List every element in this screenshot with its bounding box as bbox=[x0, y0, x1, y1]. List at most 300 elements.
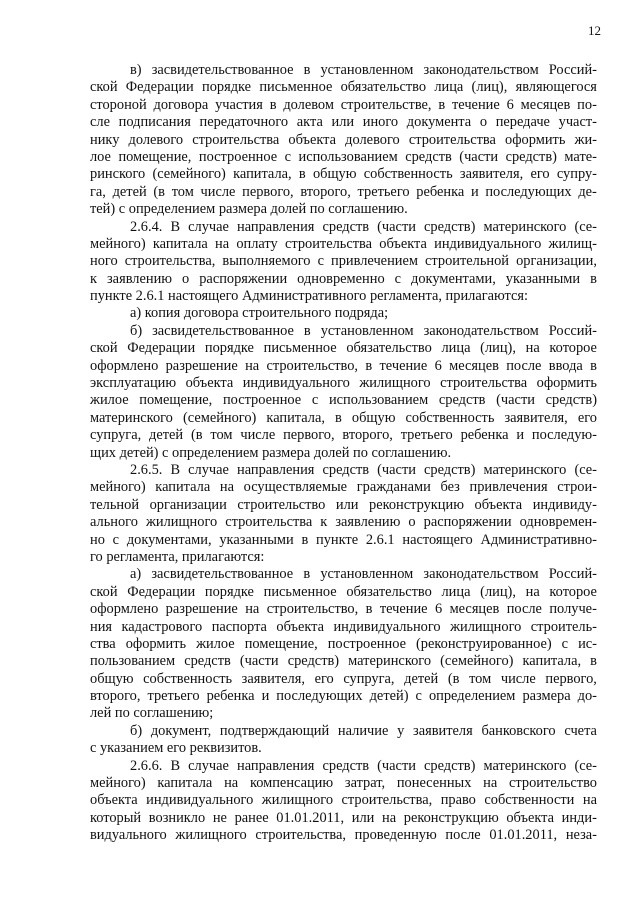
word: средств) bbox=[424, 757, 476, 774]
word: компенсацию bbox=[249, 775, 334, 792]
word: лое bbox=[90, 148, 111, 165]
text-line-content: тей) с определением размера долей по соглашению. bbox=[90, 201, 408, 218]
text-line bbox=[90, 462, 597, 479]
word: общую bbox=[312, 166, 357, 183]
word: организации bbox=[149, 496, 227, 513]
word: долевого bbox=[345, 131, 400, 148]
word: получе- bbox=[549, 601, 597, 618]
word: жилищного bbox=[145, 514, 218, 531]
text-line-content: с указанием его реквизитов. bbox=[90, 740, 262, 757]
word: оформить bbox=[536, 375, 597, 392]
text-line bbox=[90, 758, 597, 775]
word: помещение, bbox=[118, 148, 192, 165]
word: порядке bbox=[202, 79, 252, 96]
word: последующих bbox=[485, 183, 572, 200]
word: сле bbox=[90, 114, 110, 131]
word: (части bbox=[377, 461, 416, 478]
word: последую- bbox=[531, 427, 597, 444]
word: б) bbox=[130, 322, 143, 339]
word: жилое bbox=[90, 392, 129, 409]
word: долевого bbox=[128, 131, 184, 148]
word: материнского bbox=[483, 218, 567, 235]
text-line bbox=[90, 271, 597, 288]
word: гражданами bbox=[356, 479, 431, 496]
text-line bbox=[90, 340, 597, 357]
word: подписания bbox=[118, 114, 191, 131]
word: средств bbox=[438, 392, 486, 409]
word: объекта bbox=[474, 496, 523, 513]
word: в bbox=[365, 357, 373, 374]
word: второго, bbox=[342, 427, 393, 444]
word: ребенка bbox=[460, 427, 509, 444]
word: 01.01.2011, bbox=[489, 827, 558, 844]
word: индивидуального bbox=[146, 792, 254, 809]
word: строительства, bbox=[255, 827, 346, 844]
word: или bbox=[331, 114, 355, 131]
text-line bbox=[90, 740, 597, 757]
word: течение bbox=[379, 357, 428, 374]
word: индивидуального bbox=[242, 375, 350, 392]
word: собственности bbox=[484, 792, 575, 809]
text-line bbox=[90, 479, 597, 496]
word: или bbox=[335, 496, 359, 513]
word: в bbox=[269, 96, 277, 113]
word: материнского bbox=[483, 757, 567, 774]
word: его bbox=[577, 409, 597, 426]
word: реконструкцию bbox=[403, 809, 499, 826]
word: строительства bbox=[408, 131, 496, 148]
word: привлечения bbox=[469, 479, 548, 496]
word: документ, bbox=[150, 722, 212, 739]
word: жилищного bbox=[359, 375, 431, 392]
word: второго, bbox=[300, 183, 351, 200]
word: затрат, bbox=[344, 775, 386, 792]
word: или bbox=[351, 809, 375, 826]
word: понесенных bbox=[396, 775, 472, 792]
text-line-content: а) копия договора строительного подряда; bbox=[130, 305, 389, 322]
word: на bbox=[215, 235, 230, 252]
word: общую bbox=[90, 670, 134, 687]
word: ного bbox=[90, 253, 118, 270]
word: капитала, bbox=[522, 653, 582, 670]
word: законодательством bbox=[423, 566, 539, 583]
text-line bbox=[90, 288, 597, 305]
word: после bbox=[506, 357, 542, 374]
word: засвидетельствованное bbox=[151, 566, 294, 583]
word: о bbox=[182, 270, 190, 287]
word: строитель- bbox=[530, 618, 597, 635]
word: жилищ- bbox=[548, 235, 597, 252]
word: письменное bbox=[263, 340, 337, 357]
word: мате- bbox=[564, 148, 597, 165]
word: 6 bbox=[506, 96, 514, 113]
text-line bbox=[90, 132, 597, 149]
word: на bbox=[219, 479, 234, 496]
word: в bbox=[365, 601, 373, 618]
word: на bbox=[382, 809, 397, 826]
word: с bbox=[311, 392, 319, 409]
text-line bbox=[90, 149, 597, 166]
word: (части bbox=[239, 653, 279, 670]
word: капитала bbox=[152, 235, 208, 252]
word: ребенка bbox=[416, 183, 465, 200]
text-line bbox=[90, 705, 597, 722]
word: 6 bbox=[434, 601, 443, 618]
word: использованием bbox=[298, 148, 398, 165]
word: видуального bbox=[90, 827, 167, 844]
word: построенное bbox=[222, 392, 302, 409]
word: к bbox=[320, 514, 328, 531]
word: объекта bbox=[90, 792, 138, 809]
text-line bbox=[90, 810, 597, 827]
word: но bbox=[90, 531, 105, 548]
text-line bbox=[90, 584, 597, 601]
word: ской bbox=[90, 583, 118, 600]
word: том bbox=[171, 183, 194, 200]
word: второго, bbox=[90, 688, 141, 705]
word: акта bbox=[296, 114, 323, 131]
word: третьего bbox=[147, 688, 200, 705]
text-line bbox=[90, 671, 597, 688]
word: В bbox=[170, 218, 181, 235]
word: не bbox=[212, 809, 227, 826]
word: направления bbox=[237, 461, 315, 478]
word: и bbox=[516, 427, 525, 444]
word: распоряжении bbox=[423, 514, 512, 531]
text-line bbox=[90, 166, 597, 183]
text-line bbox=[90, 253, 597, 270]
word: в bbox=[298, 166, 306, 183]
word: документами, bbox=[126, 531, 212, 548]
word: на bbox=[245, 601, 260, 618]
word: организации, bbox=[516, 253, 597, 270]
word: с bbox=[394, 270, 402, 287]
word: В bbox=[170, 461, 181, 478]
word: ребенка bbox=[206, 688, 255, 705]
word: объекта bbox=[506, 809, 554, 826]
text-line bbox=[90, 532, 597, 549]
word: Административно- bbox=[480, 531, 597, 548]
text-line-content: пункте 2.6.1 настоящего Административного регламента, прилагаются: bbox=[90, 288, 529, 305]
text-line bbox=[90, 62, 597, 79]
word: инди- bbox=[561, 809, 597, 826]
word: лица bbox=[441, 340, 471, 357]
word: направления bbox=[237, 757, 315, 774]
word: к bbox=[90, 270, 97, 287]
word: (в bbox=[153, 183, 165, 200]
word: объекта bbox=[288, 131, 337, 148]
word: (реконструированное) bbox=[416, 635, 552, 652]
word: стороной bbox=[90, 96, 147, 113]
word: том bbox=[469, 670, 492, 687]
word: средств) bbox=[287, 653, 340, 670]
word: ального bbox=[90, 514, 138, 531]
word: одновремен- bbox=[519, 514, 597, 531]
word: с bbox=[284, 148, 292, 165]
word: иного bbox=[362, 114, 399, 131]
word: строительство bbox=[509, 775, 597, 792]
word: (се- bbox=[574, 461, 597, 478]
word: участ- bbox=[558, 114, 597, 131]
word: 2.6.4. bbox=[130, 218, 163, 235]
word: оформлено bbox=[90, 601, 159, 618]
word: (се- bbox=[574, 757, 597, 774]
text-line-content: щих детей) с определением размера долей по соглашению. bbox=[90, 444, 452, 461]
word: ния bbox=[90, 618, 113, 635]
word: обязательство bbox=[340, 79, 427, 96]
word: проведенную bbox=[354, 827, 437, 844]
word: настоящего bbox=[402, 531, 473, 548]
word: Россий- bbox=[548, 62, 597, 78]
word: строительства bbox=[225, 514, 313, 531]
text-line bbox=[90, 236, 597, 253]
word: на bbox=[224, 775, 239, 792]
word: размера bbox=[522, 688, 571, 705]
word: по- bbox=[577, 96, 597, 113]
word: (лиц), bbox=[480, 583, 516, 600]
word: средств) bbox=[424, 461, 476, 478]
word: в bbox=[335, 409, 342, 426]
word: первого, bbox=[545, 670, 597, 687]
word: 6 bbox=[434, 357, 442, 374]
word: объекта bbox=[185, 375, 234, 392]
word: счета bbox=[564, 722, 597, 739]
word: до- bbox=[577, 688, 597, 705]
word: строительство, bbox=[266, 601, 359, 618]
word: 2.6.6. bbox=[130, 757, 163, 774]
text-line bbox=[90, 792, 597, 809]
word: средств bbox=[184, 653, 231, 670]
word: лица bbox=[434, 79, 464, 96]
word: мейного) bbox=[90, 775, 146, 792]
word: без bbox=[440, 479, 460, 496]
word: определением bbox=[428, 688, 516, 705]
text-line bbox=[90, 723, 597, 740]
word: первого, bbox=[283, 427, 335, 444]
word: собственность bbox=[143, 670, 233, 687]
word: в bbox=[590, 653, 597, 670]
text-line bbox=[90, 305, 597, 322]
word: пользованием bbox=[90, 653, 176, 670]
word: супру- bbox=[556, 166, 597, 183]
word: на bbox=[525, 583, 540, 600]
word: в bbox=[590, 270, 597, 287]
word: документами, bbox=[411, 270, 496, 287]
word: указанными bbox=[505, 270, 581, 287]
word: индивидуального bbox=[333, 618, 441, 635]
text-line bbox=[90, 497, 597, 514]
word: привлечением bbox=[331, 253, 418, 270]
word: построенное bbox=[327, 635, 406, 652]
word: пункте bbox=[316, 531, 359, 548]
text-line-content: лей по соглашению; bbox=[90, 705, 214, 722]
page-number: 12 bbox=[588, 23, 601, 38]
word: в bbox=[303, 62, 311, 78]
word: возникло bbox=[148, 809, 206, 826]
word: б) bbox=[130, 722, 143, 739]
word: мейного) bbox=[90, 235, 146, 252]
word: жи- bbox=[574, 131, 597, 148]
word: банковского bbox=[481, 722, 556, 739]
word: договора bbox=[153, 96, 209, 113]
word: заявителя, bbox=[459, 166, 524, 183]
word: распоряжении bbox=[199, 270, 288, 287]
word: разрешение bbox=[165, 357, 238, 374]
word: помещение, bbox=[244, 635, 318, 652]
text-line bbox=[90, 601, 597, 618]
word: капитала bbox=[155, 479, 211, 496]
word: случае bbox=[188, 218, 229, 235]
word: в bbox=[303, 566, 311, 583]
word: последующих bbox=[276, 688, 363, 705]
word: объекта bbox=[276, 618, 325, 635]
word: строительстве, bbox=[340, 96, 432, 113]
text-line bbox=[90, 358, 597, 375]
text-line bbox=[90, 392, 597, 409]
word: с bbox=[317, 253, 324, 270]
word: использованием bbox=[328, 392, 429, 409]
word: паспорта bbox=[211, 618, 267, 635]
word: установленном bbox=[320, 62, 414, 78]
word: направления bbox=[237, 218, 315, 235]
word: обязательство bbox=[346, 340, 432, 357]
text-line bbox=[90, 514, 597, 531]
word: о bbox=[479, 114, 488, 131]
word: общую bbox=[351, 409, 396, 426]
word: материнского bbox=[348, 653, 432, 670]
word: В bbox=[170, 757, 181, 774]
word: документа bbox=[406, 114, 472, 131]
word: 01.01.2011, bbox=[276, 809, 345, 826]
word: на bbox=[525, 340, 540, 357]
word: на bbox=[483, 775, 498, 792]
word: засвидетельствованное bbox=[152, 322, 294, 339]
word: заявлению bbox=[107, 270, 173, 287]
word: жилищного bbox=[450, 618, 522, 635]
word: одновременно bbox=[297, 270, 385, 287]
word: помещение, bbox=[139, 392, 213, 409]
word: передаче bbox=[495, 114, 550, 131]
word: капитала, bbox=[233, 166, 292, 183]
word: реконструкцию bbox=[369, 496, 464, 513]
word: в bbox=[438, 96, 446, 113]
word: заявителя, bbox=[241, 670, 305, 687]
word: строительство bbox=[237, 496, 326, 513]
word: собственность bbox=[405, 409, 495, 426]
word: течение bbox=[379, 601, 428, 618]
word: установленном bbox=[320, 322, 414, 339]
word: средств bbox=[322, 218, 370, 235]
word: (лиц), bbox=[480, 340, 516, 357]
word: который bbox=[90, 809, 142, 826]
word: оформить bbox=[505, 131, 566, 148]
word: оформлено bbox=[90, 357, 159, 374]
word: кадастрового bbox=[121, 618, 203, 635]
word: в bbox=[590, 357, 597, 374]
word: после bbox=[445, 827, 481, 844]
word: жилое bbox=[196, 635, 235, 652]
word: осуществляемые bbox=[243, 479, 348, 496]
word: числе bbox=[240, 427, 276, 444]
text-line bbox=[90, 375, 597, 392]
text-line bbox=[90, 427, 597, 444]
word: строительства, bbox=[124, 253, 216, 270]
word: законодательством bbox=[423, 62, 539, 78]
word: порядке bbox=[204, 583, 254, 600]
word: построенное bbox=[198, 148, 278, 165]
word: с bbox=[415, 688, 422, 705]
text-line bbox=[90, 619, 597, 636]
word: детей bbox=[149, 427, 184, 444]
word: неза- bbox=[565, 827, 597, 844]
word: заявителя, bbox=[504, 409, 568, 426]
word: де- bbox=[578, 183, 597, 200]
word: в) bbox=[130, 62, 142, 78]
text-line bbox=[90, 775, 597, 792]
text-line-content: го регламента, прилагаются: bbox=[90, 548, 265, 565]
word: Федерации bbox=[125, 79, 194, 96]
word: письменное bbox=[263, 583, 337, 600]
word: его bbox=[314, 670, 334, 687]
text-line bbox=[90, 566, 597, 583]
text-line bbox=[90, 201, 597, 218]
word: выполняемого bbox=[222, 253, 311, 270]
word: (части bbox=[459, 148, 499, 165]
document-body bbox=[90, 62, 597, 845]
word: (семейного) bbox=[440, 653, 514, 670]
text-line bbox=[90, 219, 597, 236]
word: том bbox=[210, 427, 233, 444]
word: детей bbox=[404, 670, 439, 687]
word: 2.6.1 bbox=[365, 531, 395, 548]
word: указанными bbox=[219, 531, 294, 548]
word: (в bbox=[447, 670, 460, 687]
word: га, bbox=[90, 183, 106, 200]
text-line bbox=[90, 97, 597, 114]
word: заявлению bbox=[335, 514, 401, 531]
word: ства bbox=[90, 635, 116, 652]
word: третьего bbox=[400, 427, 453, 444]
word: 2.6.5. bbox=[130, 461, 163, 478]
word: строительства bbox=[284, 235, 373, 252]
word: ринского bbox=[90, 166, 146, 183]
word: Россий- bbox=[548, 566, 597, 583]
word: обязательство bbox=[346, 583, 432, 600]
word: являющегося bbox=[515, 79, 597, 96]
word: супруга, bbox=[90, 427, 142, 444]
word: третьего bbox=[357, 183, 410, 200]
word: материнского bbox=[90, 409, 173, 426]
word: индивидуального bbox=[434, 235, 542, 252]
word: которое bbox=[549, 340, 597, 357]
word: средств) bbox=[505, 148, 557, 165]
text-line bbox=[90, 79, 597, 96]
text-line bbox=[90, 410, 597, 427]
text-line bbox=[90, 114, 597, 131]
text-line bbox=[90, 549, 597, 566]
word: наличие bbox=[337, 722, 389, 739]
word: числе bbox=[500, 670, 536, 687]
word: течение bbox=[452, 96, 500, 113]
word: его bbox=[530, 166, 550, 183]
word: нику bbox=[90, 131, 120, 148]
text-line bbox=[90, 445, 597, 462]
word: о bbox=[408, 514, 416, 531]
word: эксплуатацию bbox=[90, 375, 177, 392]
word: средств bbox=[322, 461, 370, 478]
word: право bbox=[440, 792, 476, 809]
word: на bbox=[245, 357, 260, 374]
